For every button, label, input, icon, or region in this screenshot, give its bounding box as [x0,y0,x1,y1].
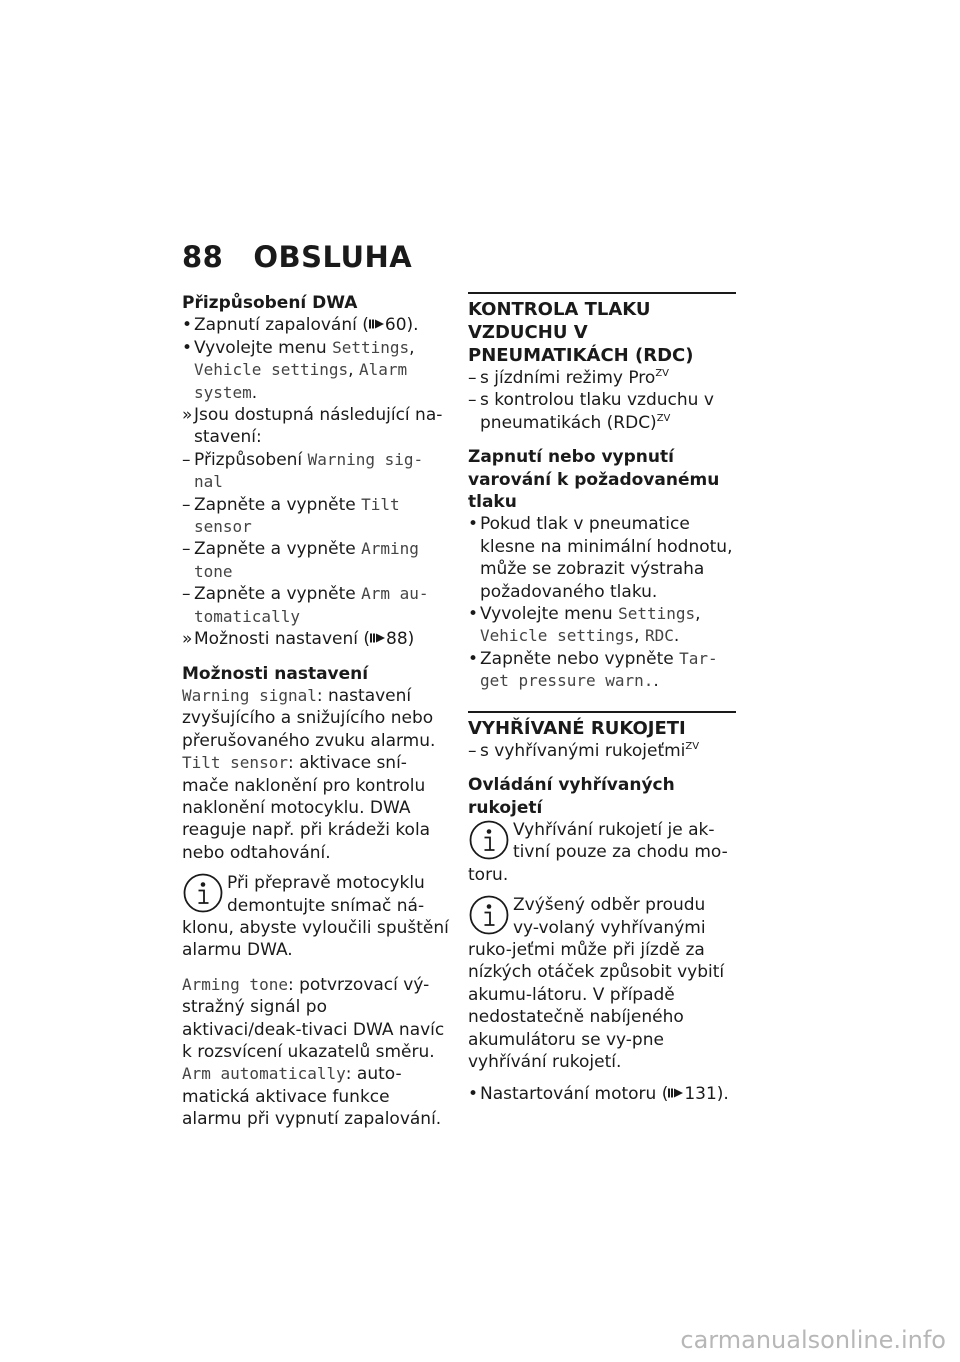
option-paragraph: Arming tone: potvrzovací vý-stražný signál po aktivaci/deak-tivaci DWA navíc k rozsvícení ukazatelů směru. [182,974,445,1062]
menu-path: Settings [332,337,410,357]
list-item: • Vyvolejte menu Settings, Vehicle settings, Alarm system. [182,337,415,403]
subsection-title-rdc: Zapnutí nebo vypnutí varování k požadovanému tlaku [468,447,720,513]
option-paragraph: Warning signal: nastavení zvyšujícího a snižujícího nebo přerušovaného zvuku alarmu. [182,685,436,751]
list-item: – s jízdními režimy Pro$^{ZV}$ [468,368,670,388]
section-title-rdc: KONTROLA TLAKU VZDUCHU V PNEUMATIKÁCH (RDC) [468,292,736,367]
list-item: • Vyvolejte menu Settings, Vehicle settings, RDC. [468,604,701,647]
page-reference[interactable]: 88 [386,629,408,650]
list-item: • Zapněte nebo vypněte Tar-get pressure warn.. [468,648,718,692]
option-paragraph: Arm automatically: auto-matická aktivace funkce alarmu při vypnutí zapalování. [182,1064,442,1130]
section-title-dwa: Přizpůsobení DWA [182,293,358,313]
page-reference-arrow-icon [370,633,386,643]
page-reference[interactable]: 131 [684,1084,717,1105]
info-note: Zvýšený odběr proudu vy-volaný vyhřívanými ruko-jeťmi může při jízdě za nízkých otáček způsobit vybití akumu-látoru. V případě nedostatečně nabíjeného akumulátoru se vy-pne vyhřívání rukojetí. [468,895,725,1072]
menu-path: Alarm system [194,360,408,402]
info-icon [182,872,224,914]
result-item: » Jsou dostupná následující na-stavení: [182,405,443,448]
page-reference[interactable]: 60 [384,315,407,336]
list-item: – s vyhřívanými rukojeťmi$^{ZV}$ [468,740,700,761]
list-item: • Zapnutí zapalování ( 60). [182,315,419,336]
subsection-title-grips: Ovládání vyhřívaných rukojetí [468,775,675,818]
optional-equipment-badge: ZV [656,412,671,424]
page-reference-arrow-icon [369,319,385,329]
list-item: – Zapněte a vypněte Tilt sensor [182,494,400,537]
list-item: – Přizpůsobení Warning sig-nal [182,449,424,492]
list-item: – Zapněte a vypněte Arming tone [182,539,419,581]
section-title-grips: VYHŘÍVANÉ RUKOJETI [468,711,736,740]
info-icon [468,819,510,861]
info-note: Vyhřívání rukojetí je ak-tivní pouze za chodu mo-toru. [468,819,728,885]
options-title: Možnosti nastavení [182,663,369,684]
list-item: – s kontrolou tlaku vzduchu v pneumatikách (RDC)$^{ZV}$ [468,390,714,433]
page-header [182,240,412,274]
watermark: carmanualsonline.info [680,1326,946,1354]
left-column [182,292,450,1131]
menu-path: Vehicle settings [194,360,349,380]
option-paragraph: Tilt sensor: aktivace sní-mače naklonění pro kontrolu naklonění motocyklu. DWA reaguje např. při krádeži kola nebo odtahování. [182,753,431,863]
info-icon [468,894,510,936]
list-item: – Zapněte a vypněte Arm au-tomatically [182,584,429,626]
result-item: » Možnosti nastavení ( 88) [182,629,415,650]
optional-equipment-badge: ZV [655,368,670,379]
optional-equipment-badge: ZV [685,740,700,752]
list-item: • Pokud tlak v pneumatice klesne na minimální hodnotu, může se zobrazit výstraha požadovaného tlaku. [468,514,733,602]
list-item: • Nastartování motoru ( 131). [468,1084,729,1105]
page-title: OBSLUHA [253,240,413,274]
page-reference-arrow-icon [668,1088,684,1098]
right-column [468,292,736,1106]
page-number: 88 [182,240,224,274]
info-note: Při přepravě motocyklu demontujte snímač ná-klonu, abyste vyloučili spuštění alarmu DWA. [182,873,449,961]
